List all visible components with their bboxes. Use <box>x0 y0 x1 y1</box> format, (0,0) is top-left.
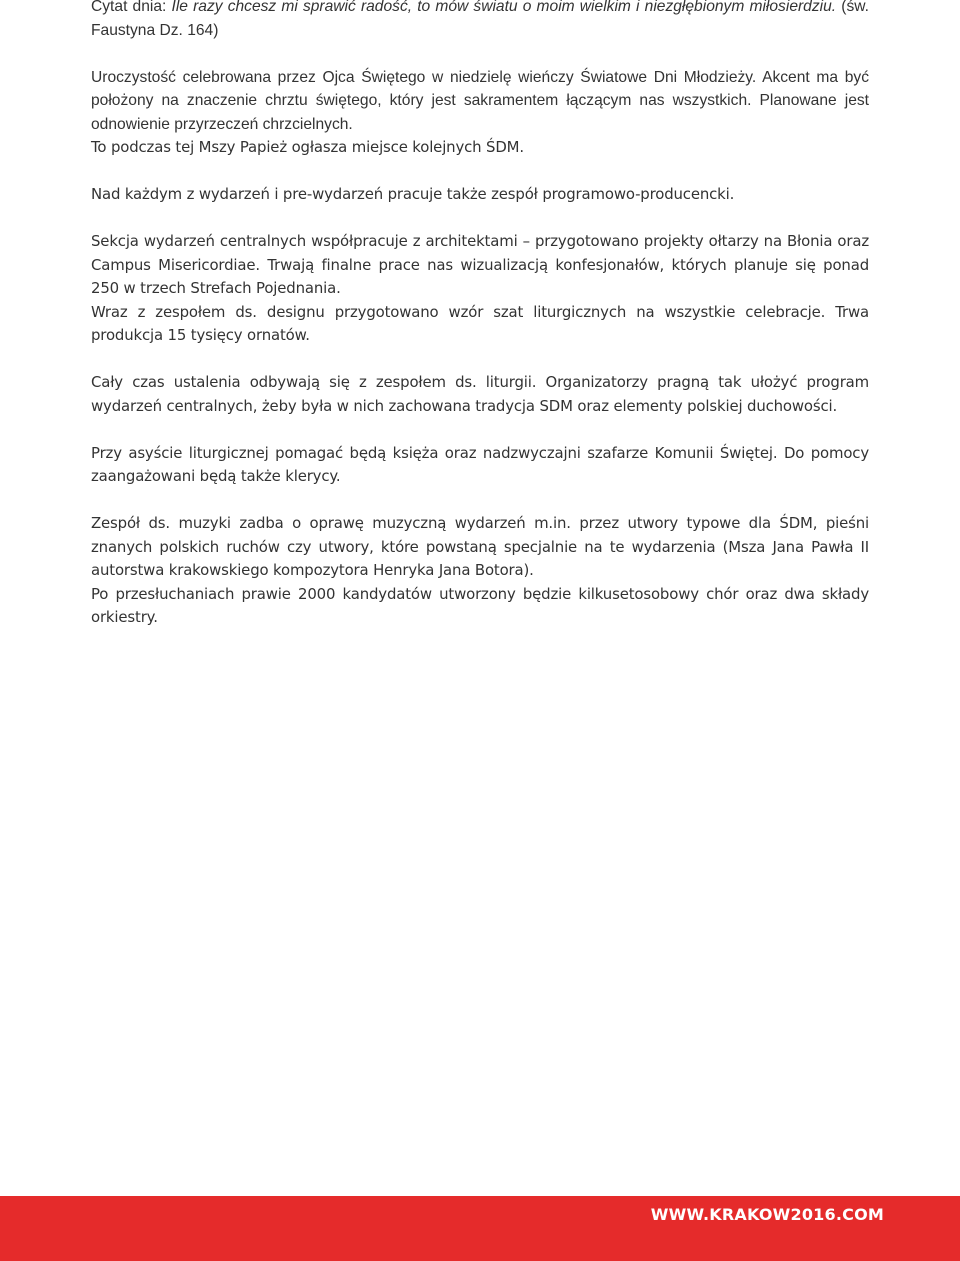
document-body <box>91 0 869 630</box>
paragraph-liturgical-vestments: Wraz z zespołem ds. designu przygotowano wzór szat liturgicznych na wszystkie celebracje. Trwa produkcja 15 tysięcy ornatów. <box>91 302 869 344</box>
quote-text: Ile razy chcesz mi sprawić radość, to mów światu o moim wielkim i niezgłębionym miłosierdziu. <box>171 0 837 15</box>
paragraph-production-team: Nad każdym z wydarzeń i pre-wydarzeń pracuje także zespół programowo-producencki. <box>91 185 735 203</box>
paragraph-music-team: Zespół ds. muzyki zadba o oprawę muzyczną wydarzeń m.in. przez utwory typowe dla ŚDM, pieśni znanych polskich ruchów czy utwory, które powstaną specjalnie na te wydarzenia (Msza Jana Pawła II autorstwa krakowskiego kompozytora Henryka Jana Botora). <box>91 514 869 579</box>
paragraph-liturgical-assistance: Przy asyście liturgicznej pomagać będą księża oraz nadzwyczajni szafarze Komunii Świętej. Do pomocy zaangażowani będą także klerycy. <box>91 443 869 485</box>
paragraph-next-wyd-announcement: To podczas tej Mszy Papież ogłasza miejsce kolejnych ŚDM. <box>91 138 524 156</box>
paragraph-mass-description: Uroczystość celebrowana przez Ojca Świętego w niedzielę wieńczy Światowe Dni Młodzieży. Akcent ma być położony na znaczenie chrztu świętego, który jest sakramentem łączącym nas wszystkich. Planowane jest odnowienie przyrzeczeń chrzcielnych. <box>91 68 869 133</box>
paragraph-choir-orchestra: Po przesłuchaniach prawie 2000 kandydatów utworzony będzie kilkusetosobowy chór oraz dwa składy orkiestry. <box>91 584 869 626</box>
footer-website-link[interactable]: WWW.KRAKOW2016.COM <box>650 1205 884 1224</box>
quote-label: Cytat dnia: <box>91 0 167 15</box>
quote-of-the-day <box>91 0 869 42</box>
footer-bar <box>0 1196 960 1261</box>
quote-source: (św. Faustyna Dz. 164) <box>91 0 869 39</box>
paragraph-liturgy-team: Cały czas ustalenia odbywają się z zespołem ds. liturgii. Organizatorzy pragną tak ułożyć program wydarzeń centralnych, żeby była w nich zachowana tradycja SDM oraz elementy polskiej duchowości. <box>91 373 869 415</box>
paragraph-central-events-section: Sekcja wydarzeń centralnych współpracuje z architektami – przygotowano projekty ołtarzy na Błonia oraz Campus Misericordiae. Trwają finalne prace nas wizualizacją konfesjonałów, których planuje się ponad 250 w trzech Strefach Pojednania. <box>91 232 869 297</box>
